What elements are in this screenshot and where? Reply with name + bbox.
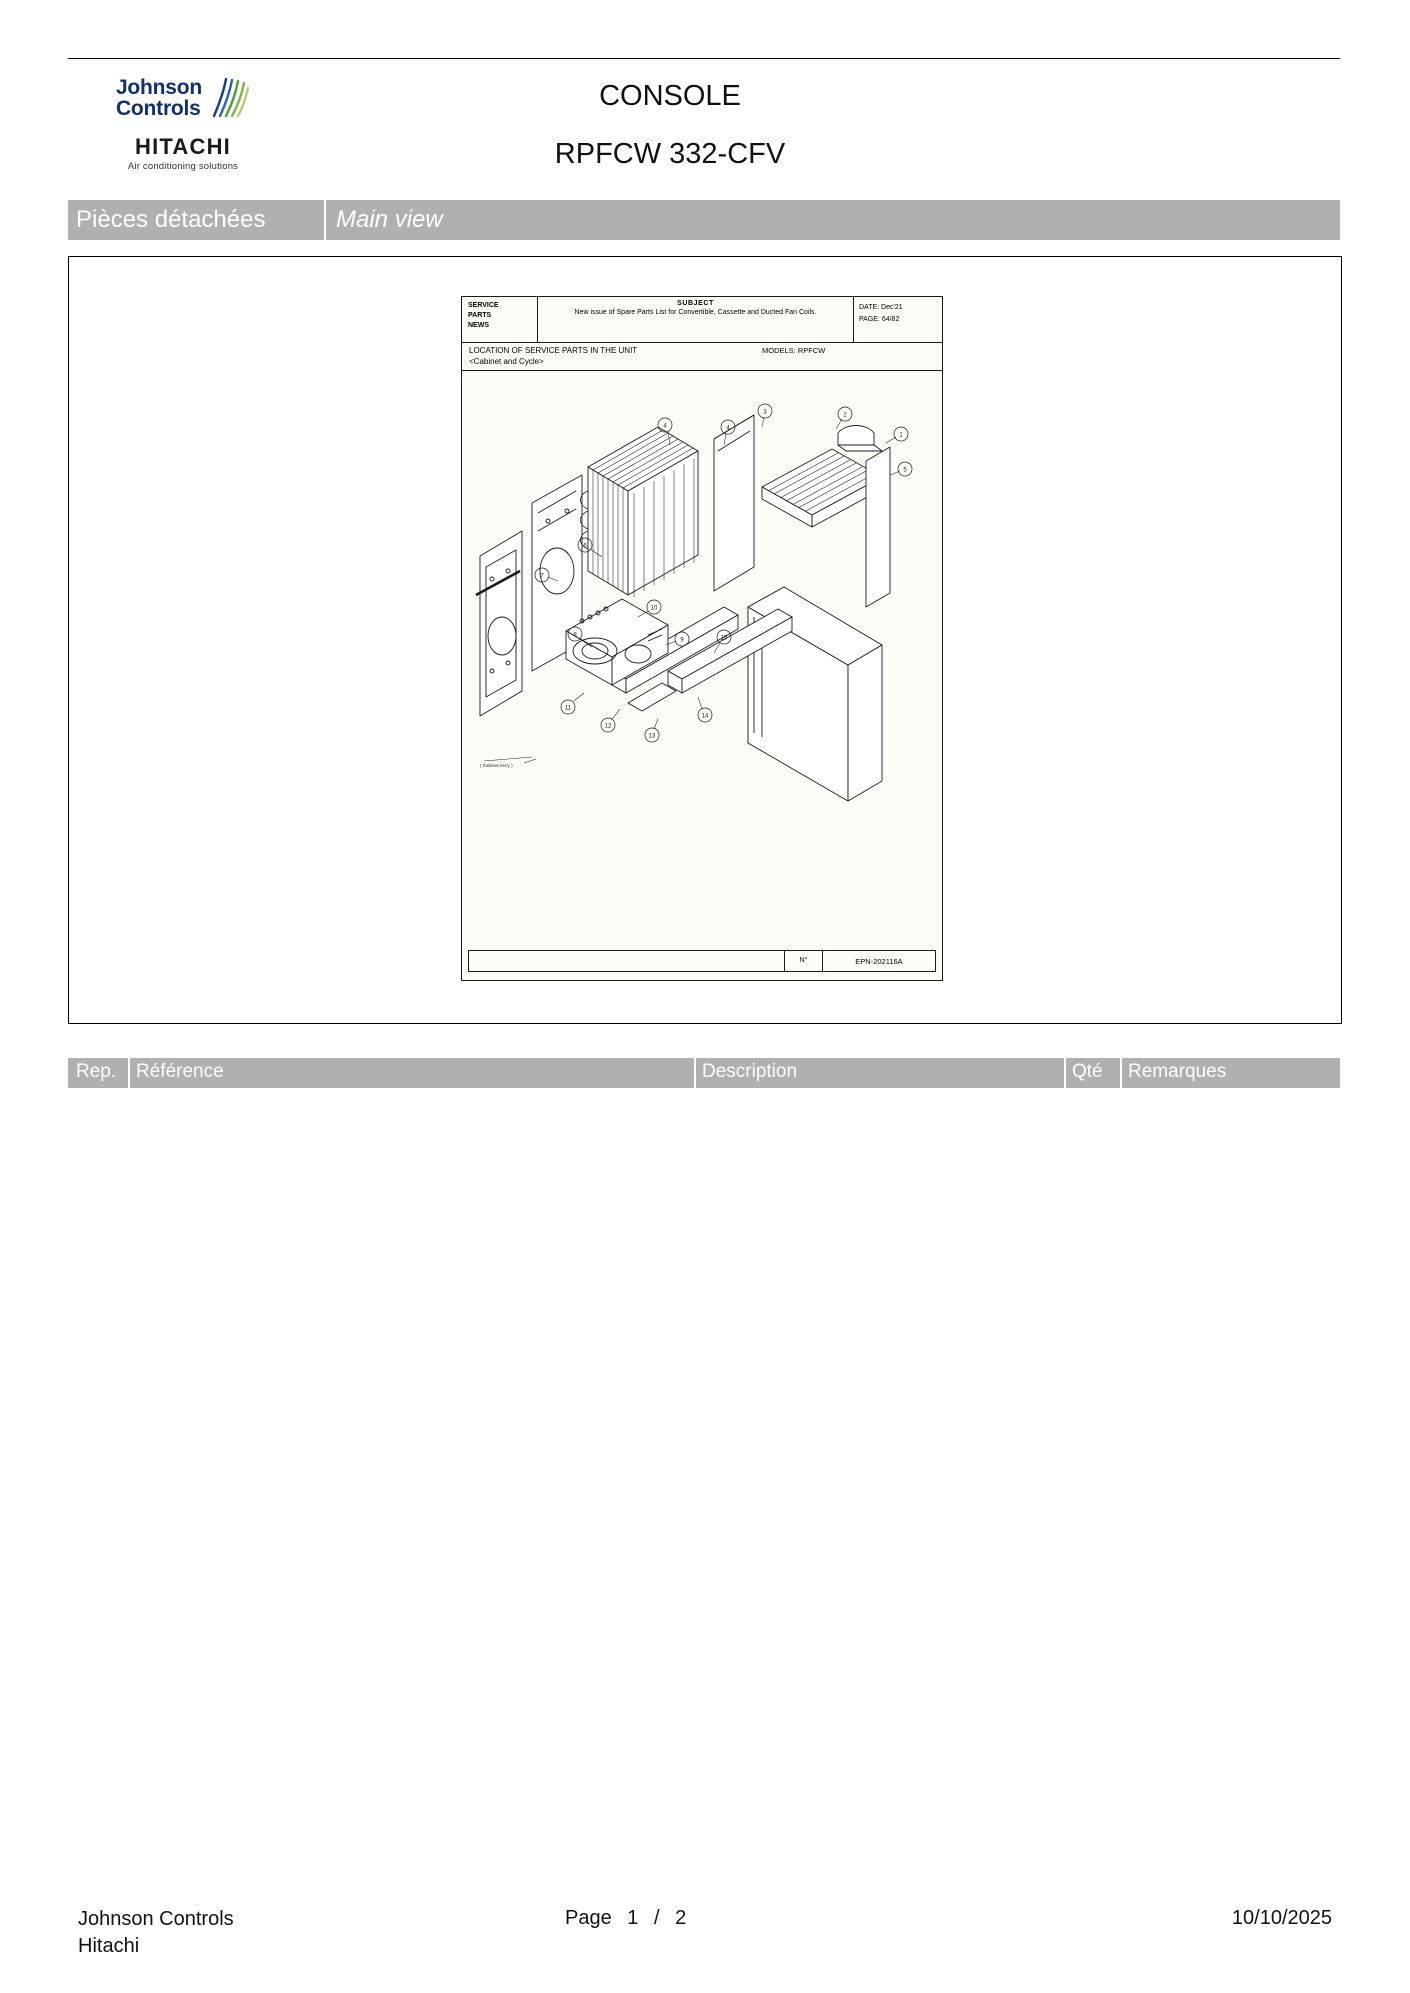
- brand-line-2: Controls: [115, 97, 201, 120]
- column-sep-2: [694, 1058, 696, 1088]
- column-header-qte: Qté: [1072, 1061, 1103, 1082]
- drawing-date: DATE: Dec'21: [859, 304, 903, 311]
- svg-text:3: 3: [763, 409, 767, 416]
- section-band-divider: [324, 200, 326, 240]
- footer-company-line-2: Hitachi: [78, 1935, 140, 1957]
- column-header-rep: Rep.: [76, 1061, 117, 1082]
- drawing-footer-blank: [469, 951, 785, 971]
- footer-page-current: 1: [627, 1907, 639, 1929]
- brand-line-1: Johnson: [115, 75, 203, 99]
- svg-text:( Cabinet Ass'y ): ( Cabinet Ass'y ): [480, 763, 513, 768]
- hitachi-wordmark: HITACHI: [135, 134, 231, 159]
- drawing-footer-table: [468, 950, 936, 972]
- svg-text:5: 5: [903, 467, 907, 474]
- column-header-description: Description: [702, 1061, 798, 1082]
- column-header-reference: Référence: [136, 1061, 224, 1082]
- section-band-right-label: Main view: [336, 206, 443, 233]
- svg-text:1: 1: [899, 432, 903, 439]
- johnson-controls-mark-icon: [210, 76, 250, 120]
- figure-frame: [68, 256, 1342, 1024]
- drawing-subject-cell: [538, 297, 854, 342]
- footer-page-separator: /: [653, 1907, 660, 1929]
- drawing-footer-no-label: N°: [785, 951, 823, 971]
- footer-pagination: [560, 1907, 691, 1930]
- svg-text:4: 4: [726, 425, 730, 432]
- page-subtitle-model: RPFCW 332-CFV: [554, 138, 786, 170]
- drawing-date-cell: [854, 297, 942, 342]
- svg-text:11: 11: [564, 705, 572, 712]
- drawing-header-table: [462, 297, 942, 343]
- hitachi-tagline: Air conditioning solutions: [127, 161, 239, 172]
- service-parts-drawing: [461, 296, 943, 981]
- drawing-news-cell: [462, 297, 538, 342]
- column-header-remarques: Remarques: [1128, 1061, 1227, 1082]
- drawing-location-line-2: <Cabinet and Cycle>: [469, 357, 544, 366]
- news-line-3: NEWS: [468, 322, 489, 330]
- section-band-left-label: Pièces détachées: [76, 206, 266, 233]
- news-line-1: SERVICE: [468, 302, 499, 309]
- column-sep-1: [128, 1058, 130, 1088]
- column-sep-3: [1064, 1058, 1066, 1088]
- subject-label: SUBJECT: [677, 300, 714, 307]
- svg-text:2: 2: [843, 412, 847, 419]
- svg-text:12: 12: [604, 723, 612, 730]
- news-line-2: PARTS: [468, 312, 492, 320]
- drawing-footer-code: EPN-202116A: [855, 957, 903, 966]
- drawing-models: MODELS: RPFCW: [762, 346, 826, 355]
- svg-text:8: 8: [573, 632, 577, 639]
- svg-text:14: 14: [701, 713, 709, 720]
- footer-company: [78, 1907, 234, 1959]
- footer-company-line-1: Johnson Controls: [78, 1908, 234, 1930]
- johnson-controls-logo: [68, 76, 298, 120]
- svg-text:9: 9: [680, 637, 684, 644]
- svg-text:13: 13: [648, 733, 656, 740]
- section-band: [68, 200, 1340, 240]
- brand-logo: [68, 76, 298, 186]
- exploded-view-illustration: [462, 371, 942, 931]
- svg-text:7: 7: [540, 573, 544, 580]
- footer-date: 10/10/2025: [1231, 1907, 1332, 1929]
- drawing-location-line-1: LOCATION OF SERVICE PARTS IN THE UNIT: [469, 346, 638, 355]
- parts-table-header: [68, 1058, 1340, 1088]
- header-top-rule: [68, 58, 1340, 59]
- footer-page-word: Page: [565, 1907, 612, 1929]
- svg-text:4: 4: [663, 423, 667, 430]
- subject-text: New issue of Spare Parts List for Convertible, Cassette and Ducted Fan Coils.: [574, 309, 817, 316]
- column-sep-4: [1120, 1058, 1122, 1088]
- johnson-controls-wordmark: [116, 77, 202, 120]
- drawing-page: PAGE: 64/82: [859, 315, 900, 323]
- svg-text:15: 15: [720, 635, 728, 642]
- svg-text:6: 6: [583, 543, 587, 550]
- page-title: CONSOLE: [599, 80, 741, 112]
- footer-page-total: 2: [675, 1907, 687, 1929]
- drawing-location-row: [462, 343, 942, 371]
- svg-text:10: 10: [650, 605, 658, 612]
- parts-table-body: [68, 1090, 1340, 1880]
